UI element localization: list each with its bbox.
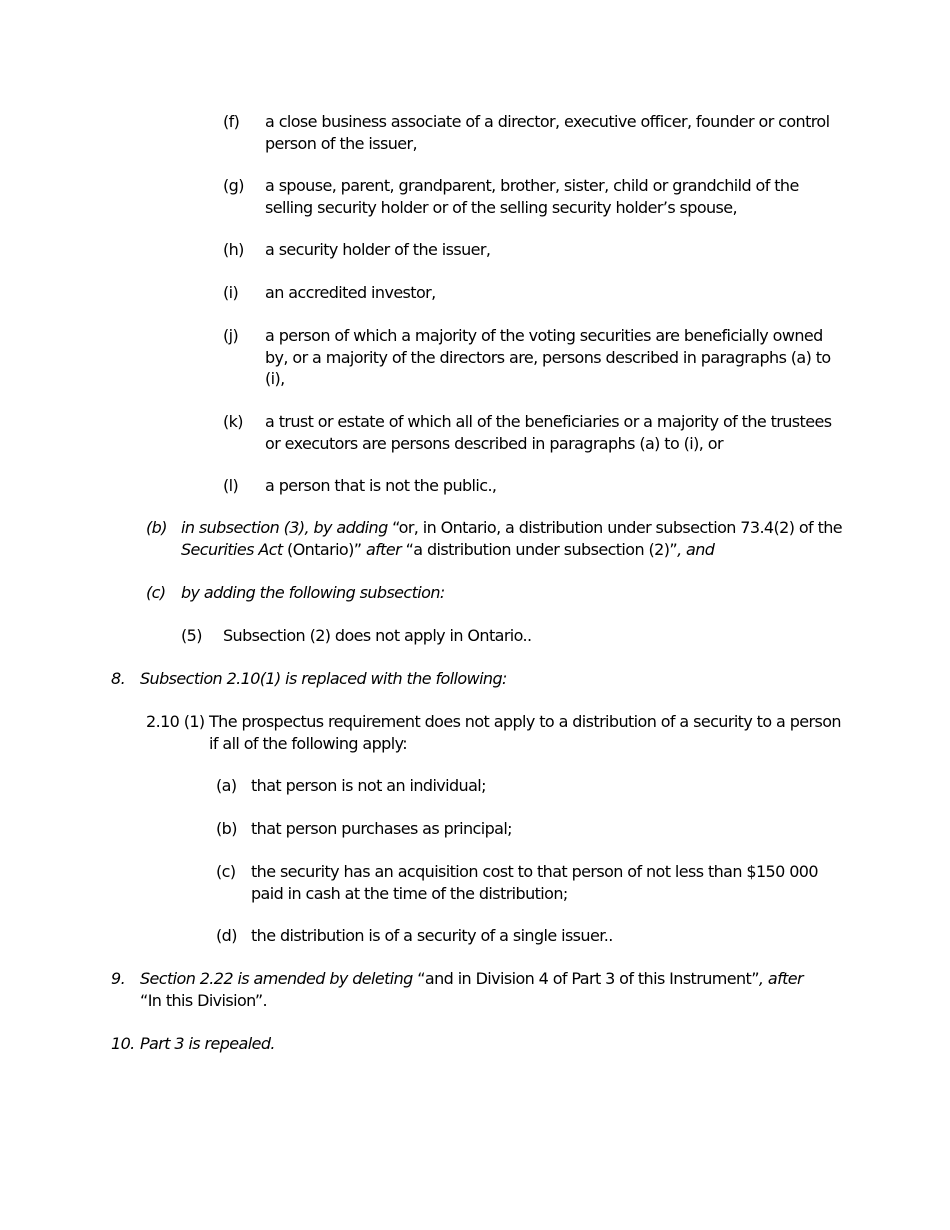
clause-label: (j) [223, 326, 239, 345]
clause-c [216, 861, 826, 904]
quoted-text: “In this Division”. [140, 990, 268, 1010]
amendment-text [181, 517, 846, 560]
quoted-text: “and in Division 4 of Part 3 of this Instrument” [417, 969, 759, 988]
subsection-5 [181, 625, 841, 647]
clause-label: (h) [223, 240, 244, 259]
clause-text: the security has an acquisition cost to that person of not less than $150 000 paid in cash at the time of the distribution; [251, 862, 818, 903]
act-title: Securities Act [181, 539, 283, 559]
clause-text: an accredited investor, [265, 283, 436, 302]
item-10 [111, 1033, 851, 1055]
clause-d [216, 925, 826, 947]
instruction-text: after [365, 539, 406, 559]
section-number: 2.10 (1) [146, 712, 205, 731]
item-9 [111, 968, 851, 1011]
clause-text: a security holder of the issuer, [265, 240, 491, 259]
clause-j [223, 325, 843, 390]
instruction-text: , after [758, 969, 803, 988]
clause-label: (f) [223, 112, 240, 131]
section-text: The prospectus requirement does not apply to a distribution of a security to a person if all of the following apply: [209, 712, 841, 753]
instruction-text: Section 2.22 is amended by deleting [140, 969, 418, 988]
instruction-text: , and [677, 539, 715, 559]
amendment-b [146, 517, 846, 560]
item-number: 10. [111, 1034, 135, 1053]
clause-f [223, 111, 843, 154]
instruction-text: in subsection (3), by adding [181, 518, 393, 537]
clause-h [223, 239, 843, 261]
section-2-10 [146, 711, 846, 754]
clause-text: a close business associate of a director, executive officer, founder or control person of the issuer, [265, 112, 830, 153]
clause-label: (b) [216, 819, 237, 838]
amendment-c [146, 582, 846, 604]
clause-text: a spouse, parent, grandparent, brother, sister, child or grandchild of the selling security holder or of the selling security holder’s spouse, [265, 176, 799, 217]
amendment-text: by adding the following subsection: [181, 583, 445, 602]
clause-a [216, 775, 826, 797]
clause-label: (d) [216, 926, 237, 945]
amendment-label: (c) [146, 583, 166, 602]
clause-label: (c) [216, 862, 236, 881]
amendment-label: (b) [146, 518, 167, 537]
clause-label: (l) [223, 476, 239, 495]
item-number: 8. [111, 669, 126, 688]
clause-g [223, 175, 843, 218]
clause-label: (i) [223, 283, 239, 302]
item-number: 9. [111, 969, 126, 988]
clause-l [223, 475, 843, 497]
item-8 [111, 668, 851, 690]
item-text [140, 968, 851, 1011]
subsection-text: Subsection (2) does not apply in Ontario.. [223, 626, 532, 645]
clause-text: a person that is not the public., [265, 476, 497, 495]
clause-text: a person of which a majority of the voting securities are beneficially owned by, or a majority of the directors are, persons described in paragraphs (a) to (i), [265, 326, 831, 388]
item-text: Subsection 2.10(1) is replaced with the following: [140, 669, 507, 688]
subsection-label: (5) [181, 626, 202, 645]
clause-text: that person purchases as principal; [251, 819, 512, 838]
clause-label: (g) [223, 176, 244, 195]
clause-text: a trust or estate of which all of the beneficiaries or a majority of the trustees or executors are persons described in paragraphs (a) to (i), or [265, 412, 832, 453]
clause-k [223, 411, 843, 454]
item-text: Part 3 is repealed. [140, 1034, 275, 1053]
clause-label: (a) [216, 776, 237, 795]
quoted-text: “a distribution under subsection (2)” [405, 539, 678, 559]
quoted-text: “or, in Ontario, a distribution under subsection 73.4(2) of the [392, 518, 843, 537]
clause-text: the distribution is of a security of a single issuer.. [251, 926, 613, 945]
clause-text: that person is not an individual; [251, 776, 486, 795]
clause-i [223, 282, 843, 304]
clause-b [216, 818, 826, 840]
quoted-text: (Ontario)” [282, 539, 366, 559]
clause-label: (k) [223, 412, 243, 431]
